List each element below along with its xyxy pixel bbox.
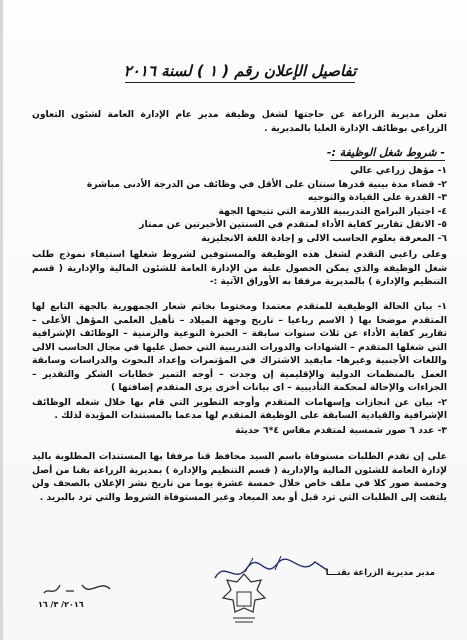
section-underline	[330, 160, 445, 161]
requirement-item: ٤- اجتياز البرامج التدريبية اللازمة التي تتيحها الجهة	[218, 205, 447, 217]
requirement-item: ٣- القدرة على القيادة والتوجيه	[307, 192, 447, 203]
requirement-item: ١- مؤهل زراعي عالي	[350, 165, 447, 176]
document-item: ٣- عدد ٦ صور شمسية لمتقدم مقاس ٤*٦ حديثة	[235, 424, 447, 436]
application-paragraph: وعلى راغبي التقدم لشغل هذه الوظيفة والمستوفين لشروط شغلها استيفاء نموذج طلب شغل الوظيفة والذي يمكن الحصول علية من الإدارة العامة للشئون المالية والإدارية ( قسم التنظيم والإدارة ) بالمديرية مرفقا به الأوراق الآتية :-	[32, 249, 447, 287]
director-signature	[40, 575, 120, 601]
title-underline	[125, 82, 355, 83]
page-edge-shadow	[0, 0, 3, 640]
signatory-title: مدير مديرية الزراعة بقنـــا	[325, 568, 435, 578]
eagle-seal-icon	[215, 568, 273, 632]
requirement-item: ٢- قضاء مدة بينية قدرها سنتان على الأقل في وظائف من الدرجة الأدنى مباشرة	[86, 178, 447, 190]
signature-date: ٢٠١٦/ ٣/ ١٦	[38, 600, 84, 609]
requirements-list	[32, 164, 447, 245]
document-item: ٢- بيان عن انجازات وإسهامات المتقدم وأوجه التطوير التي قام بها خلال شغله الوظائف الإشرافية والقيادية السابقة على الوظيفة المتقدم لها مدعما بالمستندات المؤيدة لذلك .	[32, 396, 447, 421]
document-item: ١- بيان الحالة الوظيفية للمتقدم معتمدا ومختوما بخاتم شعار الجمهورية بالجهة التابع لها المتقدم موضحا بها ( الاسم رباعيا – تاريخ وجهة الميلاد – تأهيل العلمي المؤهل الأعلى – تقارير كفاية الأداء عن ثلاث سنوات سابقة – الخبرة النوعية والزمنية – الوظائف الإشرافية التي شغلها المتقدم – الشهادات والدورات التدريبية التي حصل عليها في مجال الحاسب الالى واللغات الأجنبية وغيرها- مايفيد الاشتراك في المؤتمرات وإعداد البحوث والدراسات وسابقة العمل بالمنظمات الدولية والإقليمية إن وجدت – أوجه التميز خطابات الشكر والتقدير – الجزاءات والإحالة لمحكمة التأديبية – اى بيانات أخرى يرى المتقدم إضافتها )	[32, 301, 447, 393]
document-title: تفاصيل الإعلان رقم ( ١ ) لسنة ٢٠١٦	[123, 62, 357, 80]
requirement-item: ٥- الاتقل تقارير كفاية الأداء لمتقدم في السنتين الأخيرتين عن ممتاز	[139, 219, 447, 230]
requirement-item: ٦- المعرفة بعلوم الحاسب الالى و إجادة اللغة الانجليزية	[201, 232, 447, 244]
documents-list	[32, 300, 447, 438]
intro-paragraph: تعلن مديرية الزراعة عن حاجتها لشغل وظيفة مدير عام الإدارة العامة لشئون التعاون الزراعي بوظائف الإدارة العليا بالمديرية .	[32, 109, 447, 134]
submission-paragraph: على إن تقدم الطلبات مستوفاة باسم السيد محافظ قنا مرفقا بها المستندات المطلوبة باليد لإدارة العامة للشئون المالية والإدارية ( قسم التنظيم والإدارة ) بمديرية الزراعة بقنا من أصل وخمسة صور كلا في ملف خاص خلال خمسة عشرة يوما من تاريخ نشر الإعلان بالصحف ولن يلتفت إلى الطلبات التي ترد قبل أو بعد الميعاد وغير المستوفاة الشروط والتي ترد بالبريد .	[32, 451, 447, 503]
section-heading: - شروط شغل الوظيفة :-	[326, 146, 445, 159]
